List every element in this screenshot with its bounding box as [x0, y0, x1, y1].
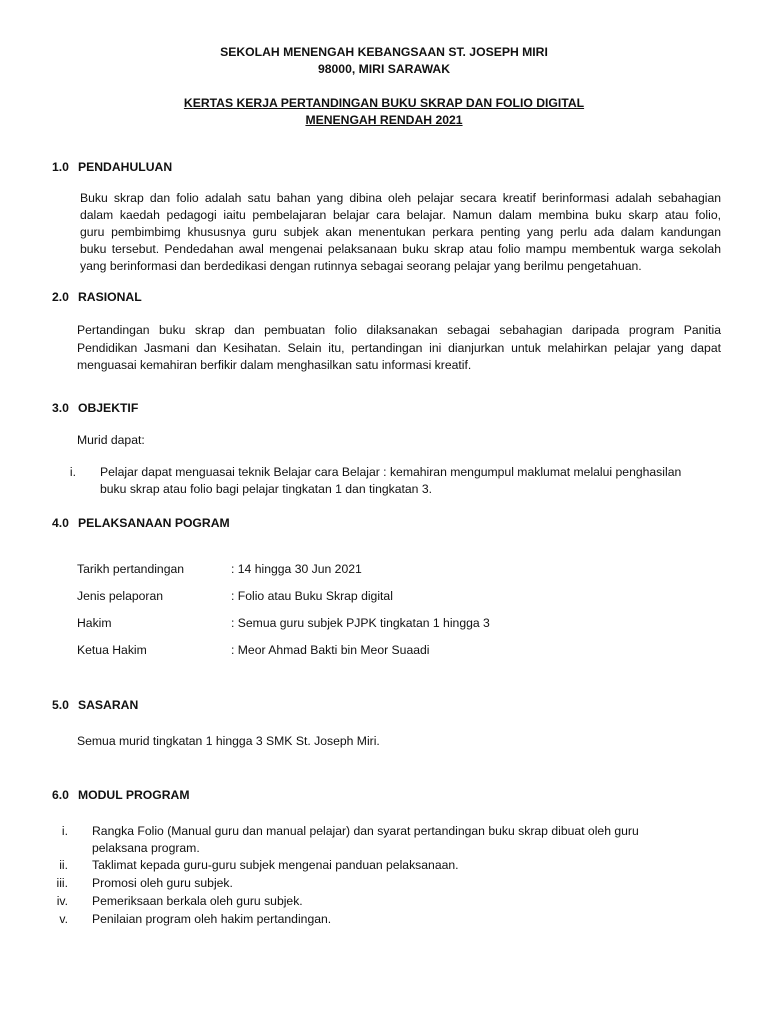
section-3-heading: [52, 400, 138, 417]
detail-row-head-judge: [77, 642, 430, 659]
detail-row-judges-label: Hakim: [77, 616, 112, 630]
objective-item-1-line-2: buku skrap atau folio bagi pelajar tingkatan 1 dan tingkatan 3.: [100, 482, 433, 496]
detail-row-report-type-label: Jenis pelaporan: [77, 589, 164, 603]
section-5-text: Semua murid tingkatan 1 hingga 3 SMK St. Joseph Miri.: [77, 734, 380, 748]
detail-row-date-label: Tarikh pertandingan: [77, 562, 185, 576]
module-item-5-line-1: Penilaian program oleh hakim pertandingan.: [92, 912, 332, 926]
detail-row-date: [77, 561, 362, 578]
module-item-2-marker: ii.: [59, 858, 68, 872]
section-6-title: MODUL PROGRAM: [78, 788, 190, 802]
module-item-1-line-1: Rangka Folio (Manual guru dan manual pelajar) dan syarat pertandingan buku skrap dibuat oleh guru: [92, 824, 639, 838]
section-1-title: PENDAHULUAN: [78, 160, 173, 174]
section-2-line-3: menguasai kemahiran berfikir dalam menghasilkan satu informasi kreatif.: [77, 358, 472, 372]
module-item-4: [44, 893, 724, 910]
detail-row-date-value: : 14 hingga 30 Jun 2021: [231, 562, 362, 576]
module-item-4-line-1: Pemeriksaan berkala oleh guru subjek.: [92, 894, 303, 908]
module-item-1-marker: i.: [61, 824, 68, 838]
doc-title-line2: [0, 112, 768, 129]
detail-row-head-judge-value: : Meor Ahmad Bakti bin Meor Suaadi: [231, 643, 430, 657]
doc-title-line1: [0, 95, 768, 112]
section-6-heading: [52, 787, 190, 804]
school-address: 98000, MIRI SARAWAK: [317, 62, 451, 76]
school-name: SEKOLAH MENENGAH KEBANGSAAN ST. JOSEPH MIRI: [220, 45, 548, 59]
section-1-line-1: Buku skrap dan folio adalah satu bahan yang dibina oleh pelajar secara kreatif berinformasi adalah sebahagian: [80, 191, 721, 205]
section-1-heading: [52, 159, 172, 176]
section-5-number: 5.0: [52, 698, 69, 712]
detail-row-judges-value: : Semua guru subjek PJPK tingkatan 1 hingga 3: [231, 616, 490, 630]
module-item-5-marker: v.: [59, 912, 68, 926]
module-item-3-marker: iii.: [56, 876, 68, 890]
detail-row-head-judge-label: Ketua Hakim: [77, 643, 147, 657]
module-item-2: [44, 857, 724, 874]
section-2-heading: [52, 289, 142, 306]
section-2-paragraph: [77, 322, 721, 375]
module-item-3-line-1: Promosi oleh guru subjek.: [92, 876, 233, 890]
section-3-title: OBJEKTIF: [78, 401, 139, 415]
detail-row-judges: [77, 615, 490, 632]
doc-title-line2-text: MENENGAH RENDAH 2021: [305, 113, 463, 127]
module-item-4-marker: iv.: [56, 894, 68, 908]
objective-item-1-line-1: Pelajar dapat menguasai teknik Belajar cara Belajar : kemahiran mengumpul maklumat melalui penghasilan: [100, 465, 682, 479]
doc-title-line1-text: KERTAS KERJA PERTANDINGAN BUKU SKRAP DAN FOLIO DIGITAL: [183, 96, 585, 110]
module-item-1-line-2: pelaksana program.: [92, 841, 200, 855]
section-1-number: 1.0: [52, 160, 69, 174]
section-4-heading: [52, 515, 230, 532]
module-item-3: [44, 875, 724, 892]
section-1-line-3: guru pembimbimg khususnya guru subjek akan menentukan perkara penting yang perlu ada dalam kandungan: [80, 225, 721, 239]
detail-row-report-type-value: : Folio atau Buku Skrap digital: [231, 589, 393, 603]
section-4-title: PELAKSANAAN POGRAM: [78, 516, 230, 530]
section-5-heading: [52, 697, 138, 714]
section-2-title: RASIONAL: [78, 290, 142, 304]
module-item-1: [44, 823, 724, 859]
module-item-5: [44, 911, 724, 928]
section-4-number: 4.0: [52, 516, 69, 530]
section-2-line-2: Pendidikan Jasmani dan Kesihatan. Selain itu, pertandingan ini dianjurkan untuk melahirkan pelajar yang dapat: [77, 340, 721, 355]
section-5-title: SASARAN: [78, 698, 139, 712]
detail-row-report-type: [77, 588, 393, 605]
objective-item-1-marker: i.: [69, 465, 76, 479]
section-2-line-1: Pertandingan buku skrap dan pembuatan folio dilaksanakan sebagai sebahagian daripada program Panitia: [77, 323, 721, 337]
section-6-number: 6.0: [52, 788, 69, 802]
section-1-line-5: yang berinformasi dan berdedikasi dengan rutinnya sebagai seorang pelajar yang berilmu pengetahuan.: [80, 259, 642, 273]
section-3-intro: Murid dapat:: [77, 433, 145, 447]
objective-item-1: [52, 464, 722, 500]
section-3-number: 3.0: [52, 401, 69, 415]
section-1-line-4: buku tersebut. Pendedahan awal mengenai pelaksanaan buku skrap atau folio mampu membentuk warga sekolah: [80, 242, 721, 256]
module-item-2-line-1: Taklimat kepada guru-guru subjek mengenai panduan pelaksanaan.: [92, 858, 459, 872]
section-1-line-2: dalam kaedah pedagogi iaitu pembelajaran belajar cara belajar. Namun dalam membina buku skarp atau folio,: [80, 208, 721, 222]
section-2-number: 2.0: [52, 290, 69, 304]
section-1-paragraph: [80, 190, 721, 275]
